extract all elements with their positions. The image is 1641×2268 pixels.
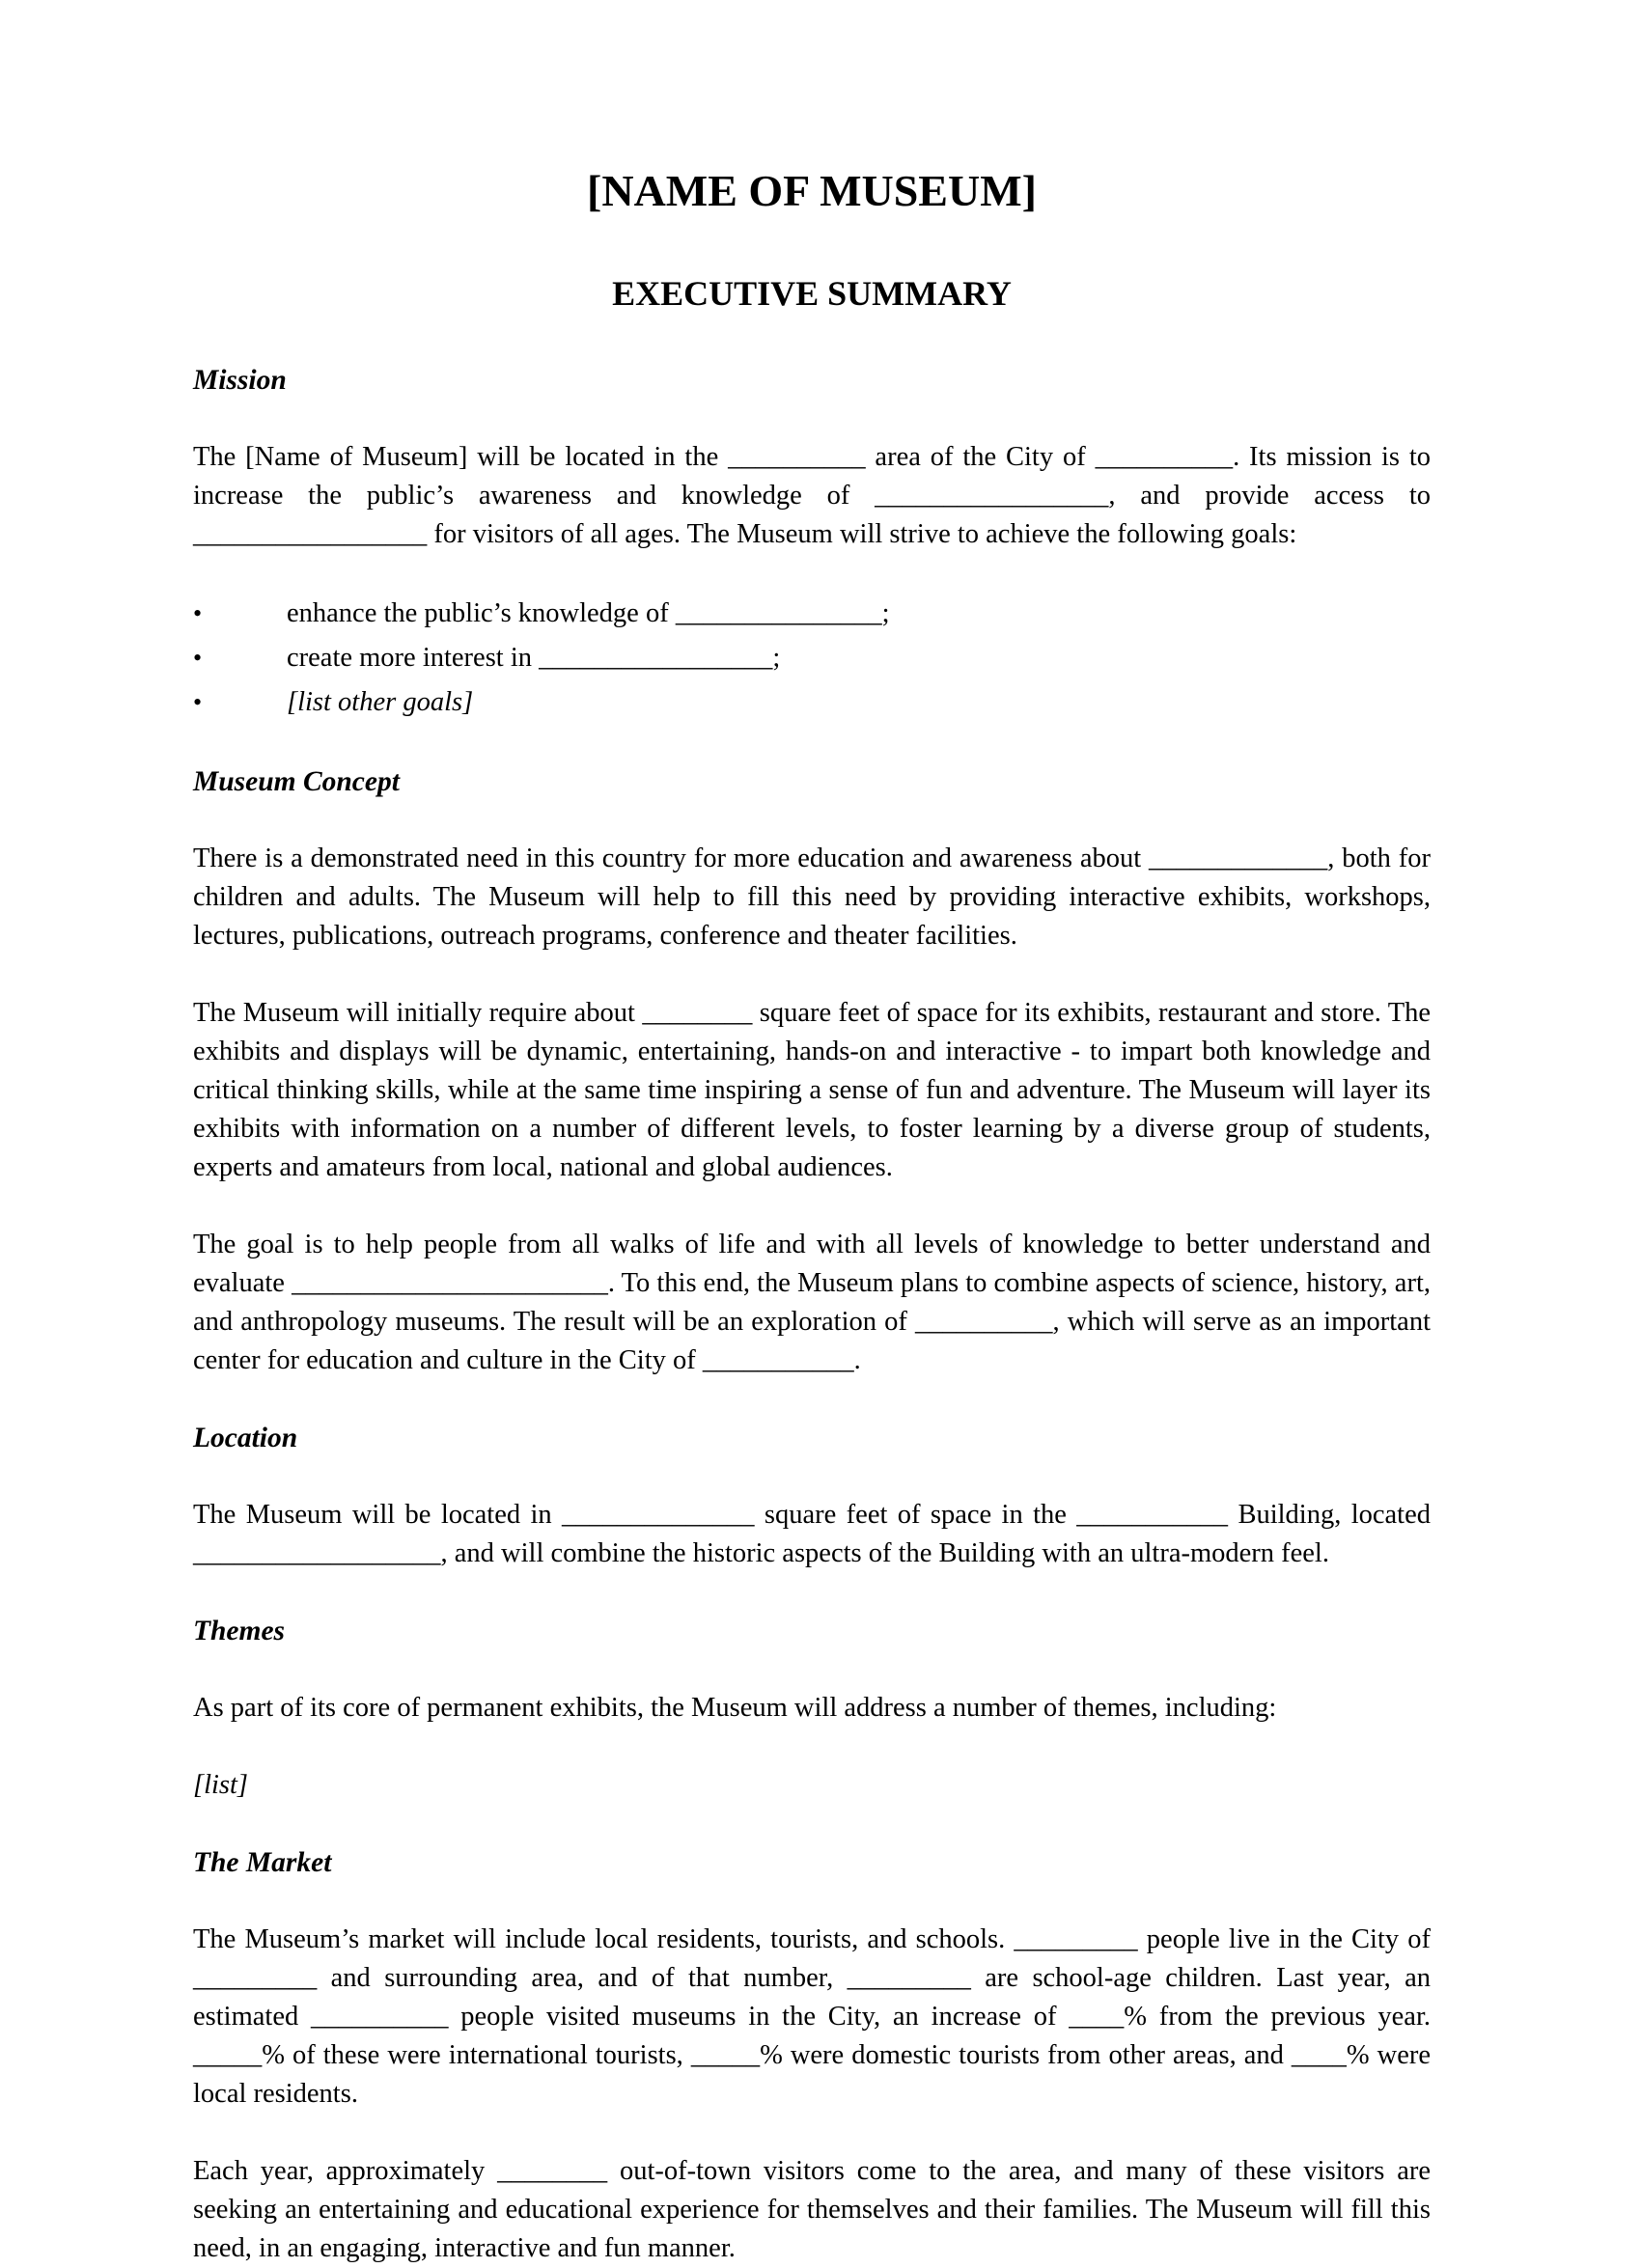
document-title: [NAME OF MUSEUM] [587, 166, 1037, 215]
section-heading-the-market: The Market [193, 1847, 332, 1879]
bullet-icon: • [193, 644, 203, 673]
concept-paragraph-3: The goal is to help people from all walks of life and with all levels of knowledge to better understand and evaluate _______________________. To this end, the Museum plans to combine aspects of science, history, art, and anthropology museums. The result will be an exploration of __________, which will serve as an important center for education and culture in the City of ___________. [193, 1230, 1431, 1376]
section-heading-mission: Mission [193, 365, 287, 397]
bullet-text: enhance the public’s knowledge of _______________; [287, 598, 890, 629]
themes-paragraph: As part of its core of permanent exhibits, the Museum will address a number of themes, including: [193, 1693, 1277, 1724]
list-item [193, 595, 1431, 633]
mission-paragraph: The [Name of Museum] will be located in the __________ area of the City of __________. Its mission is to increase the public’s awareness and knowledge of _________________, and provide access to _________________ for visitors of all ages. The Museum will strive to achieve the following goals: [193, 442, 1431, 550]
list-item [193, 683, 1431, 722]
concept-paragraph-1: There is a demonstrated need in this country for more education and awareness about _____________, both for children and adults. The Museum will help to fill this need by providing interactive exhibits, workshops, lectures, publications, outreach programs, conference and theater facilities. [193, 844, 1431, 952]
themes-list-placeholder: [list] [193, 1770, 249, 1801]
market-paragraph-2: Each year, approximately ________ out-of-town visitors come to the area, and many of these visitors are seeking an entertaining and educational experience for themselves and their families. The Museum will fill this need, in an engaging, interactive and fun manner. [193, 2156, 1431, 2264]
location-paragraph: The Museum will be located in ______________ square feet of space in the ___________ Building, located __________________, and will combine the historic aspects of the Building with an ultra-modern feel. [193, 1500, 1431, 1569]
bullet-icon: • [193, 688, 203, 717]
bullet-icon: • [193, 599, 203, 628]
section-heading-museum-concept: Museum Concept [193, 766, 400, 798]
concept-paragraph-2: The Museum will initially require about ________ square feet of space for its exhibits, restaurant and store. The exhibits and displays will be dynamic, entertaining, hands-on and interactive - to impart both knowledge and critical thinking skills, while at the same time inspiring a sense of fun and adventure. The Museum will layer its exhibits with information on a number of different levels, to foster learning by a diverse group of students, experts and amateurs from local, national and global audiences. [193, 998, 1431, 1183]
bullet-text: create more interest in _________________; [287, 643, 781, 674]
section-heading-themes: Themes [193, 1616, 286, 1647]
section-heading-location: Location [193, 1423, 298, 1454]
document-subtitle: EXECUTIVE SUMMARY [612, 274, 1012, 314]
bullet-text-placeholder: [list other goals] [287, 687, 474, 718]
market-paragraph-1: The Museum’s market will include local residents, tourists, and schools. _________ people live in the City of _________ and surrounding area, and of that number, _________ are school-age children. Last year, an estimated __________ people visited museums in the City, an increase of ____% from the previous year. _____% of these were international tourists, _____% were domestic tourists from other areas, and ____% were local residents. [193, 1924, 1431, 2110]
list-item [193, 639, 1431, 678]
goals-list [193, 595, 1431, 722]
